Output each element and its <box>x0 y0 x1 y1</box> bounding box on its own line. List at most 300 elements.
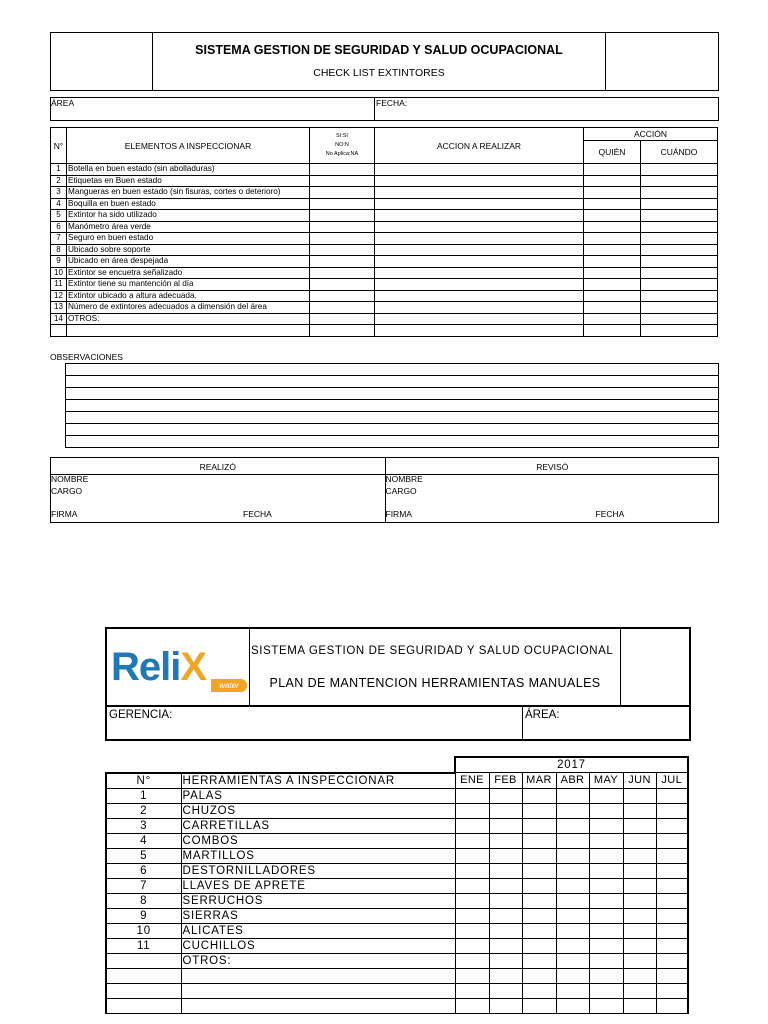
tool-number: 6 <box>106 863 181 878</box>
month-cell[interactable] <box>556 803 589 818</box>
item-number: 8 <box>51 244 67 256</box>
cargo-label: CARGO <box>385 486 417 496</box>
month-cell[interactable] <box>522 848 556 863</box>
quien-cell[interactable] <box>584 233 641 245</box>
gerencia-label: GERENCIA: <box>109 709 173 721</box>
plan-header-right-box <box>620 629 689 705</box>
si-no-na-cell[interactable] <box>310 244 375 256</box>
area-label: ÁREA <box>51 98 75 108</box>
tool-number: 3 <box>106 818 181 833</box>
tool-number <box>106 968 181 983</box>
tool-label: COMBOS <box>181 833 455 848</box>
month-cell[interactable] <box>623 953 656 968</box>
tool-row <box>106 788 688 803</box>
month-cell[interactable] <box>589 983 623 998</box>
quien-cell[interactable] <box>584 313 641 325</box>
month-cell[interactable] <box>455 818 489 833</box>
tool-row <box>106 983 688 998</box>
month-cell[interactable] <box>455 983 489 998</box>
si-no-na-cell[interactable] <box>310 290 375 302</box>
fecha-label: FECHA: <box>376 98 408 108</box>
quien-header: QUIÉN <box>584 141 641 164</box>
month-cell[interactable] <box>589 848 623 863</box>
month-cell[interactable] <box>455 893 489 908</box>
action-cell[interactable] <box>375 210 584 222</box>
month-cell[interactable] <box>455 833 489 848</box>
item-number: 9 <box>51 256 67 268</box>
si-no-na-header: SI:SI NO:N No Aplica:NA <box>310 128 375 164</box>
month-header: FEB <box>489 773 522 789</box>
month-cell[interactable] <box>656 938 688 953</box>
month-cell[interactable] <box>656 833 688 848</box>
month-cell[interactable] <box>522 818 556 833</box>
quien-cell[interactable] <box>584 210 641 222</box>
tool-row <box>106 923 688 938</box>
checklist-row <box>51 175 718 187</box>
tool-row <box>106 863 688 878</box>
checklist-title: SISTEMA GESTION DE SEGURIDAD Y SALUD OCUPACIONAL <box>195 43 563 57</box>
month-cell[interactable] <box>589 938 623 953</box>
tool-row <box>106 938 688 953</box>
month-cell[interactable] <box>556 863 589 878</box>
cuando-header: CUÁNDO <box>641 141 718 164</box>
item-number: 2 <box>51 175 67 187</box>
si-no-na-cell[interactable] <box>310 210 375 222</box>
month-cell[interactable] <box>623 893 656 908</box>
plan-table <box>105 756 689 1014</box>
plan-title: SISTEMA GESTION DE SEGURIDAD Y SALUD OCUPACIONAL <box>251 645 614 657</box>
tool-label: MARTILLOS <box>181 848 455 863</box>
quien-cell[interactable] <box>584 256 641 268</box>
tool-label: LLAVES DE APRETE <box>181 878 455 893</box>
month-header: MAR <box>522 773 556 789</box>
action-cell[interactable] <box>375 198 584 210</box>
checklist-row <box>51 313 718 325</box>
item-number: 7 <box>51 233 67 245</box>
tool-label <box>181 983 455 998</box>
month-cell[interactable] <box>455 878 489 893</box>
month-cell[interactable] <box>656 923 688 938</box>
month-cell[interactable] <box>455 998 489 1013</box>
tool-label: CARRETILLAS <box>181 818 455 833</box>
elements-header: ELEMENTOS A INSPECCIONAR <box>67 128 310 164</box>
header-right-box <box>605 33 718 90</box>
month-cell[interactable] <box>589 893 623 908</box>
nombre-label: NOMBRE <box>51 474 89 484</box>
si-no-na-cell[interactable] <box>310 175 375 187</box>
cuando-cell[interactable] <box>641 164 718 176</box>
area-fecha-row <box>50 97 719 121</box>
month-cell[interactable] <box>623 863 656 878</box>
month-header: MAY <box>589 773 623 789</box>
tool-row <box>106 803 688 818</box>
item-number: 6 <box>51 221 67 233</box>
firma-label: FIRMA <box>51 509 78 519</box>
month-cell[interactable] <box>556 998 589 1013</box>
si-no-na-cell[interactable] <box>310 198 375 210</box>
month-cell[interactable] <box>489 833 522 848</box>
observaciones-label: OBSERVACIONES <box>50 352 123 362</box>
month-cell[interactable] <box>556 878 589 893</box>
action-cell[interactable] <box>375 279 584 291</box>
checklist-row <box>51 221 718 233</box>
month-cell[interactable] <box>522 938 556 953</box>
month-cell[interactable] <box>656 818 688 833</box>
reviso-label: REVISÓ <box>386 458 720 475</box>
tool-label: SIERRAS <box>181 908 455 923</box>
item-label: Manómetro área verde <box>67 221 310 233</box>
tool-number: 7 <box>106 878 181 893</box>
tool-number: 10 <box>106 923 181 938</box>
month-cell[interactable] <box>656 998 688 1013</box>
quien-cell[interactable] <box>584 267 641 279</box>
header-left-box <box>51 33 153 90</box>
month-cell[interactable] <box>489 923 522 938</box>
month-cell[interactable] <box>455 968 489 983</box>
month-cell[interactable] <box>455 788 489 803</box>
month-cell[interactable] <box>522 878 556 893</box>
item-label: Seguro en buen estado <box>67 233 310 245</box>
month-cell[interactable] <box>489 983 522 998</box>
month-cell[interactable] <box>556 968 589 983</box>
checklist-row <box>51 187 718 199</box>
relix-logo: ReliX water <box>107 629 250 705</box>
year-header: 2017 <box>455 757 688 773</box>
si-no-na-cell[interactable] <box>310 233 375 245</box>
quien-cell[interactable] <box>584 164 641 176</box>
month-cell[interactable] <box>522 788 556 803</box>
si-no-na-cell[interactable] <box>310 302 375 314</box>
tool-label: PALAS <box>181 788 455 803</box>
item-number: 3 <box>51 187 67 199</box>
checklist-row <box>51 256 718 268</box>
tool-row <box>106 833 688 848</box>
checklist-row <box>51 164 718 176</box>
month-cell[interactable] <box>656 863 688 878</box>
month-cell[interactable] <box>556 923 589 938</box>
blank-cell[interactable] <box>584 325 641 337</box>
item-number: 11 <box>51 279 67 291</box>
si-no-na-cell[interactable] <box>310 221 375 233</box>
month-cell[interactable] <box>455 863 489 878</box>
month-cell[interactable] <box>489 818 522 833</box>
cuando-cell[interactable] <box>641 290 718 302</box>
si-no-na-cell[interactable] <box>310 256 375 268</box>
tool-number: 9 <box>106 908 181 923</box>
accion-realizar-header: ACCION A REALIZAR <box>375 128 584 164</box>
quien-cell[interactable] <box>584 175 641 187</box>
month-cell[interactable] <box>589 803 623 818</box>
tool-number: 8 <box>106 893 181 908</box>
item-number: 12 <box>51 290 67 302</box>
month-cell[interactable] <box>623 878 656 893</box>
checklist-blank-row <box>51 325 718 337</box>
checklist-header <box>50 32 719 91</box>
month-cell[interactable] <box>556 908 589 923</box>
month-cell[interactable] <box>522 803 556 818</box>
si-no-na-cell[interactable] <box>310 279 375 291</box>
plan-header <box>105 627 691 707</box>
month-cell[interactable] <box>623 998 656 1013</box>
action-cell[interactable] <box>375 233 584 245</box>
month-cell[interactable] <box>656 878 688 893</box>
tool-row <box>106 968 688 983</box>
month-cell[interactable] <box>522 983 556 998</box>
checklist-row <box>51 302 718 314</box>
cuando-cell[interactable] <box>641 175 718 187</box>
tool-row <box>106 878 688 893</box>
quien-cell[interactable] <box>584 290 641 302</box>
tool-label: CUCHILLOS <box>181 938 455 953</box>
si-no-na-cell[interactable] <box>310 267 375 279</box>
tool-number: 2 <box>106 803 181 818</box>
month-cell[interactable] <box>489 968 522 983</box>
month-cell[interactable] <box>556 833 589 848</box>
blank-cell[interactable] <box>51 325 67 337</box>
month-cell[interactable] <box>556 788 589 803</box>
tool-row <box>106 998 688 1013</box>
month-cell[interactable] <box>556 938 589 953</box>
month-cell[interactable] <box>623 818 656 833</box>
month-header: ABR <box>556 773 589 789</box>
month-cell[interactable] <box>589 833 623 848</box>
num-header: N° <box>51 128 67 164</box>
checklist-row <box>51 290 718 302</box>
quien-cell[interactable] <box>584 302 641 314</box>
accion-header: ACCIÓN <box>584 128 718 141</box>
item-label: Número de extintores adecuados a dimensión del área <box>67 302 310 314</box>
month-cell[interactable] <box>489 863 522 878</box>
tool-number <box>106 983 181 998</box>
tool-row <box>106 908 688 923</box>
month-cell[interactable] <box>556 893 589 908</box>
checklist-row <box>51 210 718 222</box>
item-label: Extintor se encuetra señalizado <box>67 267 310 279</box>
month-cell[interactable] <box>556 953 589 968</box>
tool-label: CHUZOS <box>181 803 455 818</box>
month-cell[interactable] <box>589 863 623 878</box>
month-cell[interactable] <box>489 848 522 863</box>
cuando-cell[interactable] <box>641 198 718 210</box>
month-cell[interactable] <box>455 938 489 953</box>
blank-cell[interactable] <box>375 325 584 337</box>
item-label: Ubicado en área despejada <box>67 256 310 268</box>
action-cell[interactable] <box>375 290 584 302</box>
month-cell[interactable] <box>623 923 656 938</box>
checklist-subtitle: CHECK LIST EXTINTORES <box>313 67 445 79</box>
tool-number <box>106 998 181 1013</box>
month-cell[interactable] <box>556 983 589 998</box>
cuando-cell[interactable] <box>641 267 718 279</box>
month-cell[interactable] <box>623 833 656 848</box>
quien-cell[interactable] <box>584 279 641 291</box>
si-no-na-cell[interactable] <box>310 187 375 199</box>
item-number: 14 <box>51 313 67 325</box>
month-cell[interactable] <box>489 938 522 953</box>
month-cell[interactable] <box>455 953 489 968</box>
action-cell[interactable] <box>375 244 584 256</box>
item-number: 1 <box>51 164 67 176</box>
month-cell[interactable] <box>656 908 688 923</box>
item-number: 10 <box>51 267 67 279</box>
tool-number: 5 <box>106 848 181 863</box>
quien-cell[interactable] <box>584 221 641 233</box>
checklist-row <box>51 198 718 210</box>
tool-number <box>106 953 181 968</box>
item-label: Extintor ubicado a altura adecuada. <box>67 290 310 302</box>
month-cell[interactable] <box>522 908 556 923</box>
blank-cell[interactable] <box>67 325 310 337</box>
month-cell[interactable] <box>489 953 522 968</box>
month-cell[interactable] <box>589 878 623 893</box>
tool-row <box>106 848 688 863</box>
reviso-column <box>385 458 720 522</box>
month-cell[interactable] <box>455 908 489 923</box>
nombre-label: NOMBRE <box>385 474 423 484</box>
action-cell[interactable] <box>375 164 584 176</box>
cargo-label: CARGO <box>51 486 83 496</box>
month-cell[interactable] <box>489 893 522 908</box>
item-label: Extintor tiene su mantención al día <box>67 279 310 291</box>
month-cell[interactable] <box>656 848 688 863</box>
month-cell[interactable] <box>455 803 489 818</box>
month-cell[interactable] <box>656 983 688 998</box>
tool-row <box>106 893 688 908</box>
quien-cell[interactable] <box>584 198 641 210</box>
month-header: JUL <box>656 773 688 789</box>
month-cell[interactable] <box>522 923 556 938</box>
action-cell[interactable] <box>375 302 584 314</box>
tool-label <box>181 968 455 983</box>
month-cell[interactable] <box>522 863 556 878</box>
month-cell[interactable] <box>656 788 688 803</box>
month-cell[interactable] <box>589 908 623 923</box>
month-cell[interactable] <box>656 893 688 908</box>
month-cell[interactable] <box>589 923 623 938</box>
month-cell[interactable] <box>556 818 589 833</box>
cuando-cell[interactable] <box>641 244 718 256</box>
action-cell[interactable] <box>375 187 584 199</box>
cuando-cell[interactable] <box>641 187 718 199</box>
cuando-cell[interactable] <box>641 302 718 314</box>
month-cell[interactable] <box>522 968 556 983</box>
month-cell[interactable] <box>623 983 656 998</box>
month-cell[interactable] <box>656 803 688 818</box>
month-cell[interactable] <box>589 998 623 1013</box>
tool-number: 4 <box>106 833 181 848</box>
tool-label: SERRUCHOS <box>181 893 455 908</box>
item-number: 13 <box>51 302 67 314</box>
tools-header: HERRAMIENTAS A INSPECCIONAR <box>181 773 455 789</box>
item-label: Boquilla en buen estado <box>67 198 310 210</box>
month-cell[interactable] <box>623 938 656 953</box>
month-cell[interactable] <box>522 953 556 968</box>
tool-label <box>181 998 455 1013</box>
item-number: 4 <box>51 198 67 210</box>
action-cell[interactable] <box>375 313 584 325</box>
month-cell[interactable] <box>489 803 522 818</box>
tool-number: 11 <box>106 938 181 953</box>
month-cell[interactable] <box>589 818 623 833</box>
checklist-row <box>51 279 718 291</box>
item-label: Extintor ha sido utilizado <box>67 210 310 222</box>
month-cell[interactable] <box>522 998 556 1013</box>
month-cell[interactable] <box>589 953 623 968</box>
cuando-cell[interactable] <box>641 256 718 268</box>
month-header: ENE <box>455 773 489 789</box>
tool-label: ALICATES <box>181 923 455 938</box>
month-cell[interactable] <box>489 878 522 893</box>
observaciones-box[interactable] <box>65 363 719 448</box>
tool-label: OTROS: <box>181 953 455 968</box>
month-cell[interactable] <box>623 848 656 863</box>
item-label: OTROS: <box>67 313 310 325</box>
month-cell[interactable] <box>623 803 656 818</box>
month-cell[interactable] <box>455 848 489 863</box>
tool-row <box>106 818 688 833</box>
firma-label: FIRMA <box>385 509 412 519</box>
month-cell[interactable] <box>623 908 656 923</box>
realizo-label: REALIZÓ <box>51 458 385 475</box>
checklist-row <box>51 267 718 279</box>
signature-block <box>50 457 719 523</box>
action-cell[interactable] <box>375 267 584 279</box>
action-cell[interactable] <box>375 221 584 233</box>
cuando-cell[interactable] <box>641 279 718 291</box>
action-cell[interactable] <box>375 175 584 187</box>
month-cell[interactable] <box>589 788 623 803</box>
month-cell[interactable] <box>522 893 556 908</box>
quien-cell[interactable] <box>584 187 641 199</box>
cuando-cell[interactable] <box>641 233 718 245</box>
month-cell[interactable] <box>623 968 656 983</box>
tool-row <box>106 953 688 968</box>
checklist-table <box>50 127 718 337</box>
blank-cell[interactable] <box>310 325 375 337</box>
realizo-column <box>51 458 385 522</box>
month-cell[interactable] <box>656 968 688 983</box>
month-cell[interactable] <box>489 788 522 803</box>
cuando-cell[interactable] <box>641 221 718 233</box>
checklist-row <box>51 244 718 256</box>
month-cell[interactable] <box>656 953 688 968</box>
quien-cell[interactable] <box>584 244 641 256</box>
month-cell[interactable] <box>556 848 589 863</box>
month-cell[interactable] <box>623 788 656 803</box>
item-label: Botella en buen estado (sin abolladuras) <box>67 164 310 176</box>
month-cell[interactable] <box>489 908 522 923</box>
item-label: Etiquetas en Buen estado <box>67 175 310 187</box>
action-cell[interactable] <box>375 256 584 268</box>
blank-cell[interactable] <box>641 325 718 337</box>
item-label: Mangueras en buen estado (sin fisuras, cortes o deterioro) <box>67 187 310 199</box>
si-no-na-cell[interactable] <box>310 313 375 325</box>
tool-number: 1 <box>106 788 181 803</box>
gerencia-area-row <box>105 707 691 741</box>
si-no-na-cell[interactable] <box>310 164 375 176</box>
month-cell[interactable] <box>589 968 623 983</box>
cuando-cell[interactable] <box>641 313 718 325</box>
month-cell[interactable] <box>489 998 522 1013</box>
month-header: JUN <box>623 773 656 789</box>
num-header: N° <box>106 773 181 789</box>
month-cell[interactable] <box>522 833 556 848</box>
item-number: 5 <box>51 210 67 222</box>
month-cell[interactable] <box>455 923 489 938</box>
cuando-cell[interactable] <box>641 210 718 222</box>
fecha-label: FECHA <box>595 509 625 519</box>
item-label: Ubicado sobre soporte <box>67 244 310 256</box>
